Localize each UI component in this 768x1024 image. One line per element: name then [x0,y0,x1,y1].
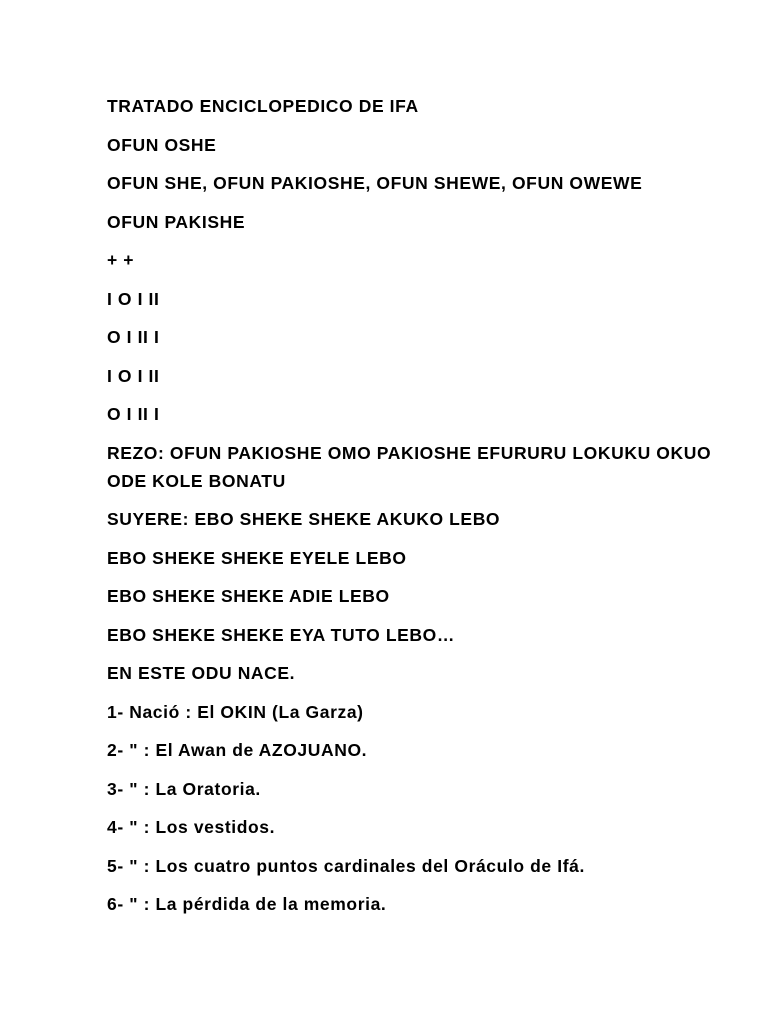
suyere-line: EBO SHEKE SHEKE EYA TUTO LEBO… [107,624,455,645]
nace-item: 3- " : La Oratoria. [107,778,261,799]
odu-aliases: OFUN SHE, OFUN PAKIOSHE, OFUN SHEWE, OFUN OWEWE [107,173,643,193]
sign-row: O I II I [107,327,160,347]
sign-row: I O I II [107,365,160,386]
nace-item: 4- " : Los vestidos. [107,817,276,837]
nace-item: 2- " : El Awan de AZOJUANO. [107,740,368,760]
sign-marks: + + [107,250,135,270]
suyere-line: EBO SHEKE SHEKE EYELE LEBO [107,547,407,568]
nace-item: 5- " : Los cuatro puntos cardinales del Oráculo de Ifá. [107,855,585,876]
odu-alt-name: OFUN PAKISHE [107,211,246,232]
nace-item: 1- Nació : El OKIN (La Garza) [107,701,364,722]
rezo-text: REZO: OFUN PAKIOSHE OMO PAKIOSHE EFURURU LOKUKU OKUO ODE KOLE BONATU [107,442,717,491]
document-title: TRATADO ENCICLOPEDICO DE IFA [107,96,419,116]
odu-name: OFUN OSHE [107,134,217,155]
suyere-line: SUYERE: EBO SHEKE SHEKE AKUKO LEBO [107,509,501,529]
sign-row: O I II I [107,404,160,424]
nace-heading: EN ESTE ODU NACE. [107,663,296,683]
document-body [107,92,727,929]
sign-row: I O I II [107,288,160,309]
nace-item: 6- " : La pérdida de la memoria. [107,894,387,914]
suyere-line: EBO SHEKE SHEKE ADIE LEBO [107,586,390,606]
